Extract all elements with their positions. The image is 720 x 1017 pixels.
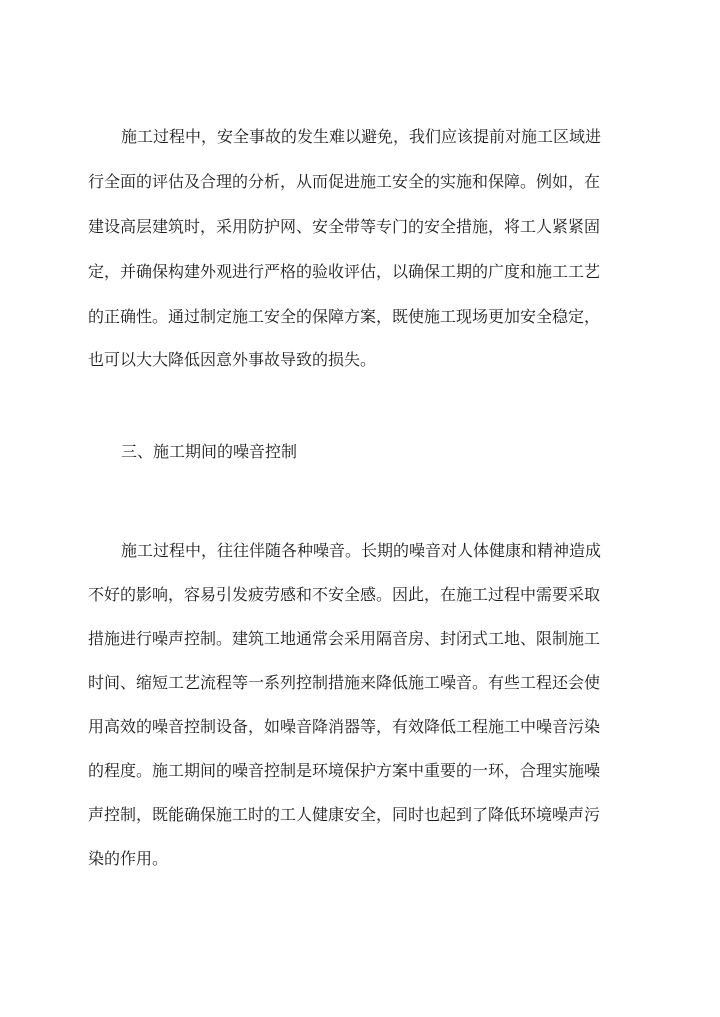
paragraph-line: 声控制，既能确保施工时的工人健康安全，同时也起到了降低环境噪声污 xyxy=(88,805,601,824)
paragraph-line: 施工过程中，安全事故的发生难以避免，我们应该提前对施工区域进 xyxy=(121,127,602,146)
paragraph-line: 施工过程中，往往伴随各种噪音。长期的噪音对人体健康和精神造成 xyxy=(121,541,602,560)
paragraph-line: 不好的影响，容易引发疲劳感和不安全感。因此，在施工过程中需要采取 xyxy=(88,585,601,604)
paragraph-line: 染的作用。 xyxy=(88,849,169,868)
paragraph-line: 用高效的噪音控制设备，如噪音降消器等，有效降低工程施工中噪音污染 xyxy=(88,717,601,736)
paragraph-line: 措施进行噪声控制。建筑工地通常会采用隔音房、封闭式工地、限制施工 xyxy=(88,629,601,648)
paragraph-line: 定，并确保构建外观进行严格的验收评估，以确保工期的广度和施工工艺 xyxy=(88,262,601,281)
paragraph-line: 的程度。施工期间的噪音控制是环境保护方案中重要的一环，合理实施噪 xyxy=(88,761,601,780)
paragraph-line: 行全面的评估及合理的分析，从而促进施工安全的实施和保障。例如，在 xyxy=(88,172,601,191)
paragraph-line: 的正确性。通过制定施工安全的保障方案，既使施工现场更加安全稳定， xyxy=(88,307,601,326)
paragraph-line: 时间、缩短工艺流程等一系列控制措施来降低施工噪音。有些工程还会使 xyxy=(88,673,601,692)
section-heading: 三、施工期间的噪音控制 xyxy=(121,442,298,461)
paragraph-line: 建设高层建筑时，采用防护网、安全带等专门的安全措施，将工人紧紧固 xyxy=(88,217,601,236)
paragraph-line: 也可以大大降低因意外事故导致的损失。 xyxy=(88,350,377,369)
